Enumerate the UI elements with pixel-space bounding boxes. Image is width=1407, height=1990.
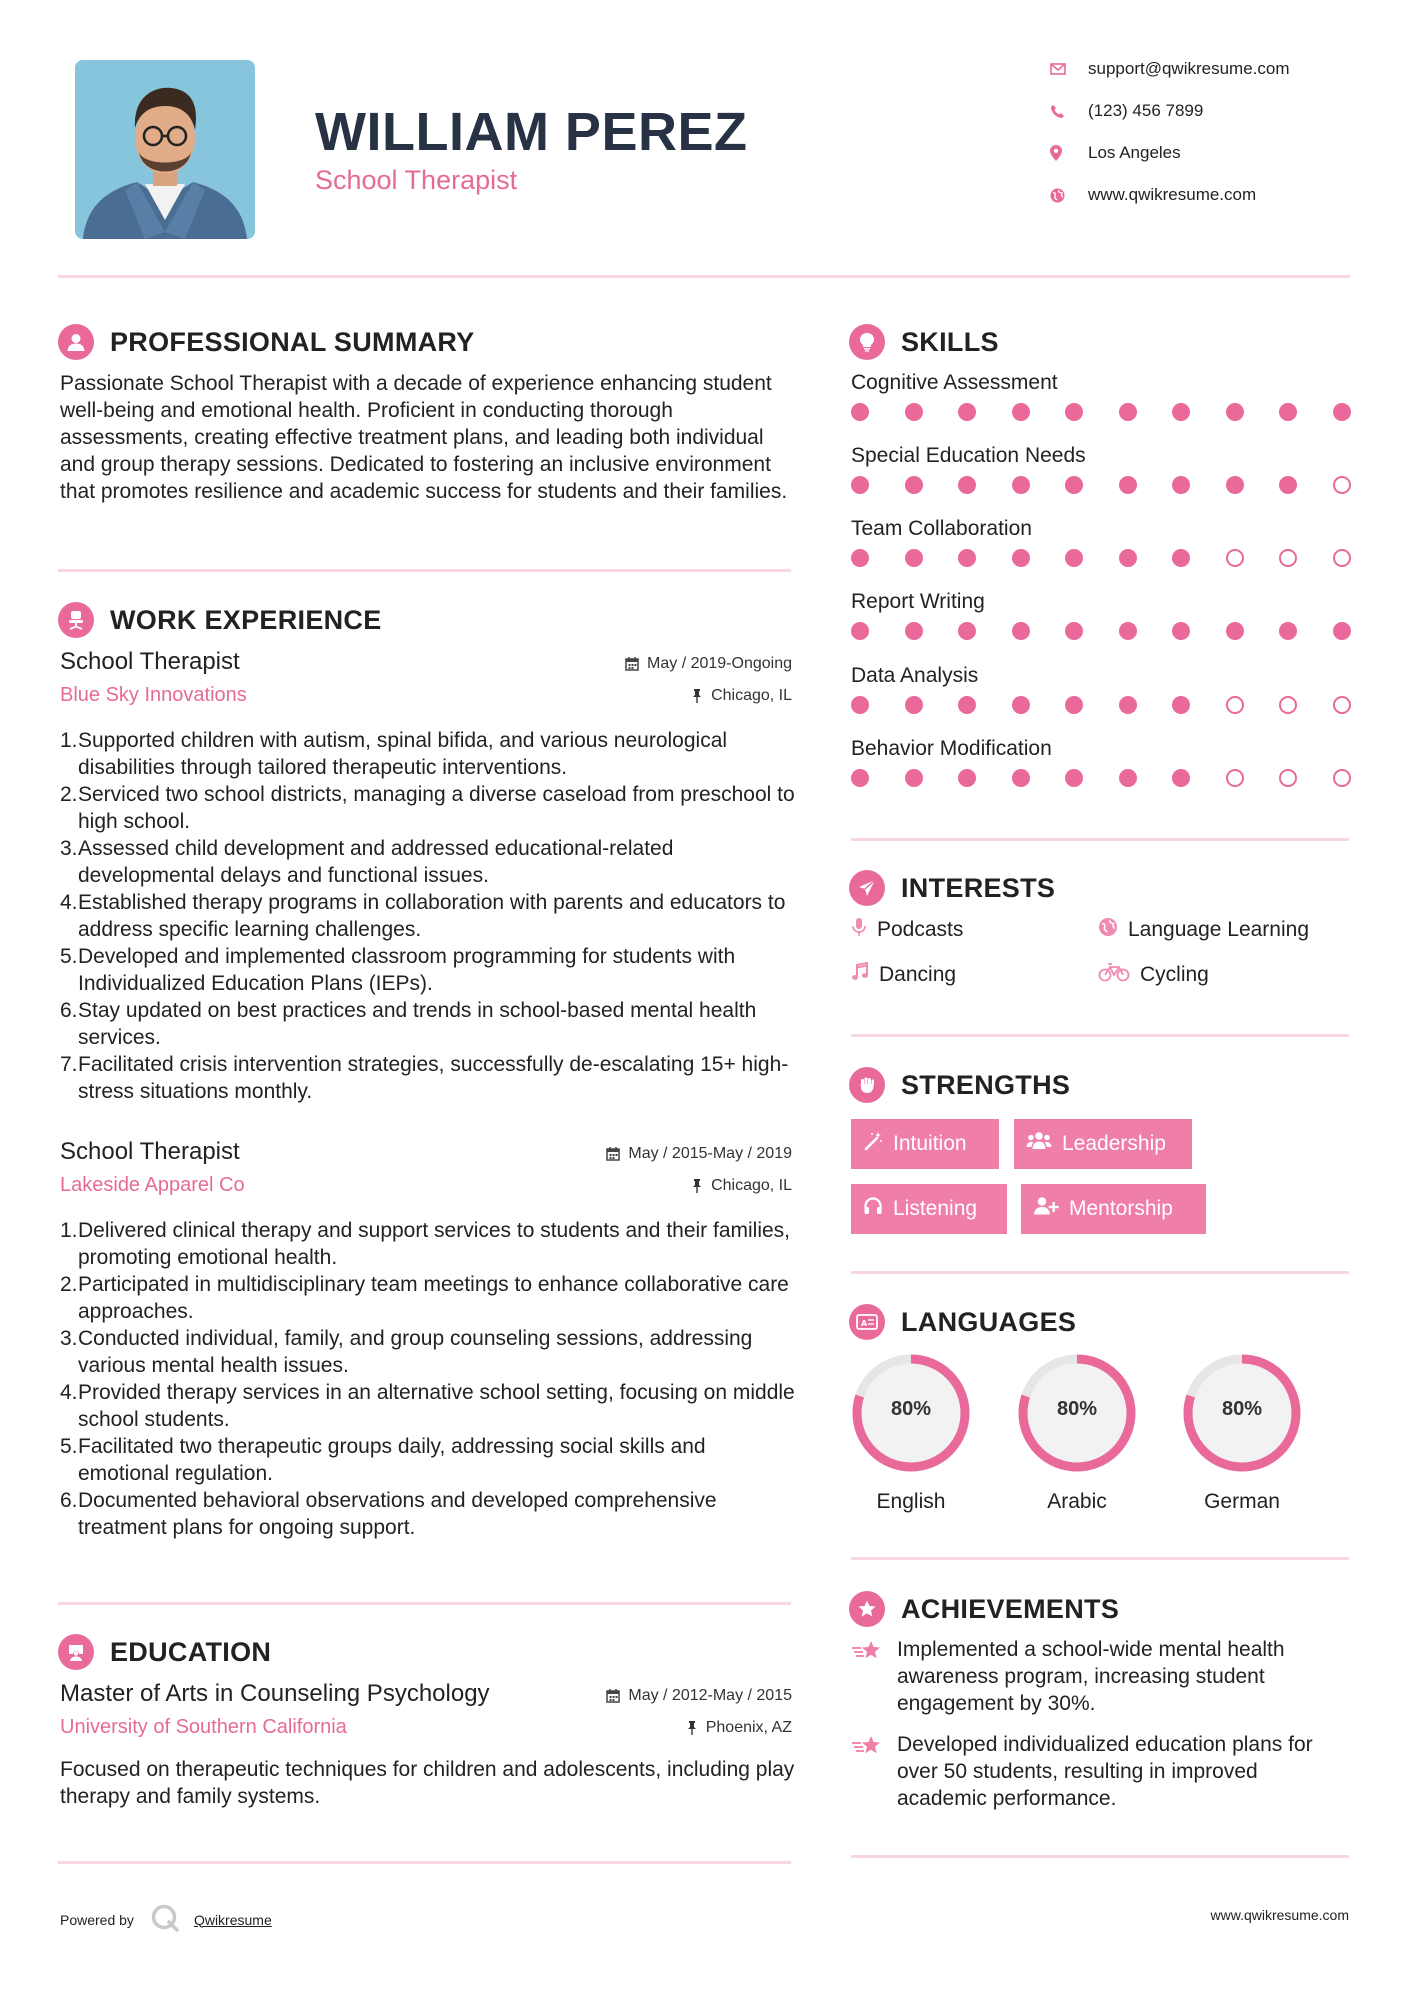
paper-plane-icon [849,870,885,906]
interests-divider [851,1034,1349,1037]
interest-item [851,917,963,942]
experience-divider [58,1602,791,1605]
rating-dot-filled [1065,622,1083,640]
rating-dot-filled [851,622,869,640]
globe-icon [1050,188,1076,203]
rating-dot-filled [1065,403,1083,421]
interest-item [851,962,956,987]
rating-dot-filled [1012,622,1030,640]
pushpin-icon [691,689,703,703]
skill-rating [851,476,1351,496]
rating-dot-filled [958,549,976,567]
website-text: www.qwikresume.com [1088,185,1257,204]
school-name: University of Southern California [60,1716,347,1738]
header-divider [58,275,1350,278]
list-item: 5. Facilitated two therapeutic groups daily, addressing social skills and emotional regulation. [60,1435,706,1485]
rating-dot-filled [1065,549,1083,567]
rating-dot-filled [905,403,923,421]
rating-dot-filled [1279,622,1297,640]
globe-icon [1098,917,1118,942]
rating-dot-filled [851,696,869,714]
rating-dot-filled [1065,769,1083,787]
star-badge-icon [849,1591,885,1627]
skill-item [851,517,1351,577]
interest-item [1098,962,1209,987]
rating-dot-filled [1226,622,1244,640]
rating-dot-filled [1119,476,1137,494]
rating-dot-empty [1226,549,1244,567]
degree-title: Master of Arts in Counseling Psychology [60,1680,490,1707]
rating-dot-filled [958,476,976,494]
strength-tag [1021,1184,1206,1234]
rating-dot-empty [1333,549,1351,567]
education-divider [58,1861,791,1864]
interest-label: Podcasts [877,917,964,941]
location-text: Los Angeles [1088,143,1181,162]
envelope-icon [1050,63,1076,75]
users-icon [1026,1131,1052,1157]
rating-dot-filled [1172,549,1190,567]
interest-item [1098,917,1309,942]
rating-dot-filled [905,769,923,787]
rating-dot-filled [1226,403,1244,421]
languages-divider [851,1557,1349,1560]
skill-item [851,737,1351,797]
summary-divider [58,569,791,572]
contact-phone[interactable] [1050,98,1203,124]
rating-dot-filled [1333,622,1351,640]
interest-label: Dancing [879,962,957,986]
language-item [1016,1352,1138,1514]
language-name: German [1204,1490,1280,1513]
education-entry [60,1680,795,1810]
list-item: 4. Provided therapy services in an alternative school setting, focusing on middle school students. [60,1381,795,1431]
job-entry [60,648,795,1108]
lightbulb-icon [849,324,885,360]
rating-dot-filled [1065,696,1083,714]
rating-dot-empty [1279,696,1297,714]
language-percent: 80% [1056,1398,1098,1420]
candidate-title: School Therapist [315,165,518,195]
rating-dot-filled [1279,403,1297,421]
job-date: May / 2015-May / 2019 [606,1145,792,1163]
rating-dot-filled [1012,769,1030,787]
language-name: English [876,1490,946,1513]
summary-text: Passionate School Therapist with a decade of experience enhancing student well-being and emotional health. Proficient in conducting thorough assessments, creating effective treatment plans, and leading both individual and group therapy sessions. Dedicated to fostering an inclusive environment that promotes resilience and academic success for students and their families. [60,372,788,503]
microphone-icon [851,917,867,942]
rating-dot-filled [1012,476,1030,494]
contact-email[interactable] [1050,56,1290,82]
skill-name: Behavior Modification [851,737,1052,760]
skill-item [851,371,1351,431]
contact-website[interactable] [1050,182,1256,208]
magic-wand-icon [863,1131,883,1157]
footer-powered-by [60,1903,272,1936]
profile-photo [75,60,255,239]
calendar-icon [625,657,639,671]
skill-item [851,590,1351,650]
rating-dot-filled [1012,696,1030,714]
qwikresume-logo-icon [150,1903,180,1936]
rating-dot-filled [958,696,976,714]
achievement-text: Developed individualized education plans for over 50 students, resulting in improved academic performance. [897,1733,1313,1810]
skill-name: Cognitive Assessment [851,371,1058,394]
strength-label: Listening [893,1197,978,1220]
summary-heading: PROFESSIONAL SUMMARY [58,324,475,360]
list-item: 7. Facilitated crisis intervention strategies, successfully de-escalating 15+ high-stress situations monthly. [60,1053,789,1103]
skill-rating [851,769,1351,789]
job-entry [60,1138,795,1558]
job-company: Lakeside Apparel Co [60,1174,245,1196]
user-icon [58,324,94,360]
skills-heading: SKILLS [849,324,999,360]
achievements-divider [851,1855,1349,1858]
rating-dot-empty [1333,476,1351,494]
rating-dot-filled [1172,622,1190,640]
rating-dot-filled [1119,769,1137,787]
contact-location [1050,140,1181,166]
skill-rating [851,622,1351,642]
interests-heading: INTERESTS [849,870,1055,906]
list-item: 3. Assessed child development and addressed educational-related developmental delays and functional issues. [60,837,674,887]
candidate-name: WILLIAM PEREZ [315,102,748,162]
strength-tag [851,1184,1007,1234]
rating-dot-filled [905,622,923,640]
education-heading: EDUCATION [58,1634,271,1670]
list-item: 2. Serviced two school districts, managing a diverse caseload from preschool to high school. [60,783,795,833]
pushpin-icon [691,1179,703,1193]
education-description: Focused on therapeutic techniques for children and adolescents, including play therapy and family systems. [60,1758,795,1808]
rating-dot-filled [1119,403,1137,421]
calendar-icon [606,1689,620,1703]
calendar-icon [606,1147,620,1161]
job-location: Chicago, IL [691,687,792,705]
rating-dot-filled [905,476,923,494]
job-title: School Therapist [60,648,240,675]
rating-dot-filled [1012,549,1030,567]
language-name: Arabic [1047,1490,1107,1513]
pushpin-icon [686,1721,698,1735]
strength-tag [1014,1119,1192,1169]
list-item: 4. Established therapy programs in collaboration with parents and educators to address specific learning challenges. [60,891,786,941]
job-date: May / 2019-Ongoing [625,655,792,673]
job-title: School Therapist [60,1138,240,1165]
job-company: Blue Sky Innovations [60,684,247,706]
add-user-icon [1033,1196,1059,1222]
achievement-item [851,1636,1351,1717]
skill-item [851,444,1351,504]
list-item: 6. Documented behavioral observations and developed comprehensive treatment plans for ongoing support. [60,1489,717,1539]
rating-dot-filled [851,403,869,421]
footer-website-link[interactable]: www.qwikresume.com [1210,1907,1349,1923]
rating-dot-filled [1172,476,1190,494]
rating-dot-empty [1226,769,1244,787]
qwikresume-link[interactable]: Qwikresume [193,1911,272,1928]
rating-dot-empty [1333,696,1351,714]
rating-dot-filled [1119,622,1137,640]
svg-text:A: A [861,1319,868,1328]
skill-rating [851,403,1351,423]
strengths-divider [851,1271,1349,1274]
phone-icon [1050,104,1076,119]
rating-dot-filled [905,549,923,567]
skill-item [851,664,1351,724]
strength-tag [851,1119,999,1169]
email-text: support@qwikresume.com [1088,59,1290,78]
phone-text: (123) 456 7899 [1088,101,1204,120]
achievements-heading: ACHIEVEMENTS [849,1591,1119,1627]
skill-name: Report Writing [851,590,985,613]
interest-label: Cycling [1140,962,1209,986]
rating-dot-filled [958,403,976,421]
language-card-icon [849,1304,885,1340]
education-location: Phoenix, AZ [686,1719,792,1737]
rating-dot-filled [1226,476,1244,494]
skills-divider [851,838,1349,841]
rating-dot-filled [1172,696,1190,714]
graduate-icon [58,1634,94,1670]
rating-dot-filled [1012,403,1030,421]
rating-dot-filled [1172,769,1190,787]
skill-rating [851,549,1351,569]
achievement-text: Implemented a school-wide mental health awareness program, increasing student engagement by 30%. [897,1638,1285,1715]
list-item: 2. Participated in multidisciplinary team meetings to enhance collaborative care approaches. [60,1273,789,1323]
language-item [850,1352,972,1514]
interest-label: Language Learning [1128,917,1310,941]
rating-dot-filled [958,769,976,787]
powered-by-label: Powered by [60,1911,134,1928]
rating-dot-filled [1119,549,1137,567]
strength-label: Leadership [1062,1132,1166,1155]
rating-dot-filled [958,622,976,640]
list-item: 1. Supported children with autism, spinal bifida, and various neurological disabilities through tailored therapeutic interventions. [60,729,728,779]
skill-rating [851,696,1351,716]
chair-icon [58,602,94,638]
experience-heading: WORK EXPERIENCE [58,602,382,638]
list-item: 3. Conducted individual, family, and group counseling sessions, addressing various mental health issues. [60,1327,753,1377]
language-item [1181,1352,1303,1514]
strengths-heading: STRENGTHS [849,1067,1070,1103]
rating-dot-filled [905,696,923,714]
job-location: Chicago, IL [691,1177,792,1195]
rating-dot-filled [1119,696,1137,714]
strength-label: Intuition [893,1132,967,1155]
job-bullets [60,727,800,1105]
education-date: May / 2012-May / 2015 [606,1687,792,1705]
rating-dot-empty [1333,769,1351,787]
skill-name: Team Collaboration [851,517,1032,540]
achievement-item [851,1731,1351,1812]
rating-dot-empty [1226,696,1244,714]
rating-dot-empty [1279,549,1297,567]
rating-dot-filled [1172,403,1190,421]
list-item: 1. Delivered clinical therapy and support services to students and their families, promoting emotional health. [60,1219,791,1269]
music-note-icon [851,962,869,987]
rating-dot-filled [851,549,869,567]
fist-icon [849,1067,885,1103]
job-bullets [60,1217,800,1541]
rating-dot-filled [1333,403,1351,421]
rating-dot-filled [851,476,869,494]
map-pin-icon [1050,145,1076,161]
bicycle-icon [1098,962,1130,987]
rating-dot-filled [1279,476,1297,494]
headphones-icon [863,1196,883,1222]
rating-dot-empty [1279,769,1297,787]
strength-label: Mentorship [1069,1197,1173,1220]
skill-name: Special Education Needs [851,444,1086,467]
languages-heading: A LANGUAGES [849,1304,1076,1340]
skill-name: Data Analysis [851,664,979,687]
language-percent: 80% [1221,1398,1263,1420]
list-item: 6. Stay updated on best practices and trends in school-based mental health services. [60,999,757,1049]
list-item: 5. Developed and implemented classroom programming for students with Individualized Education Plans (IEPs). [60,945,736,995]
rating-dot-filled [851,769,869,787]
language-percent: 80% [890,1398,932,1420]
rating-dot-filled [1065,476,1083,494]
shooting-star-icon [851,1731,897,1812]
shooting-star-icon [851,1636,897,1717]
